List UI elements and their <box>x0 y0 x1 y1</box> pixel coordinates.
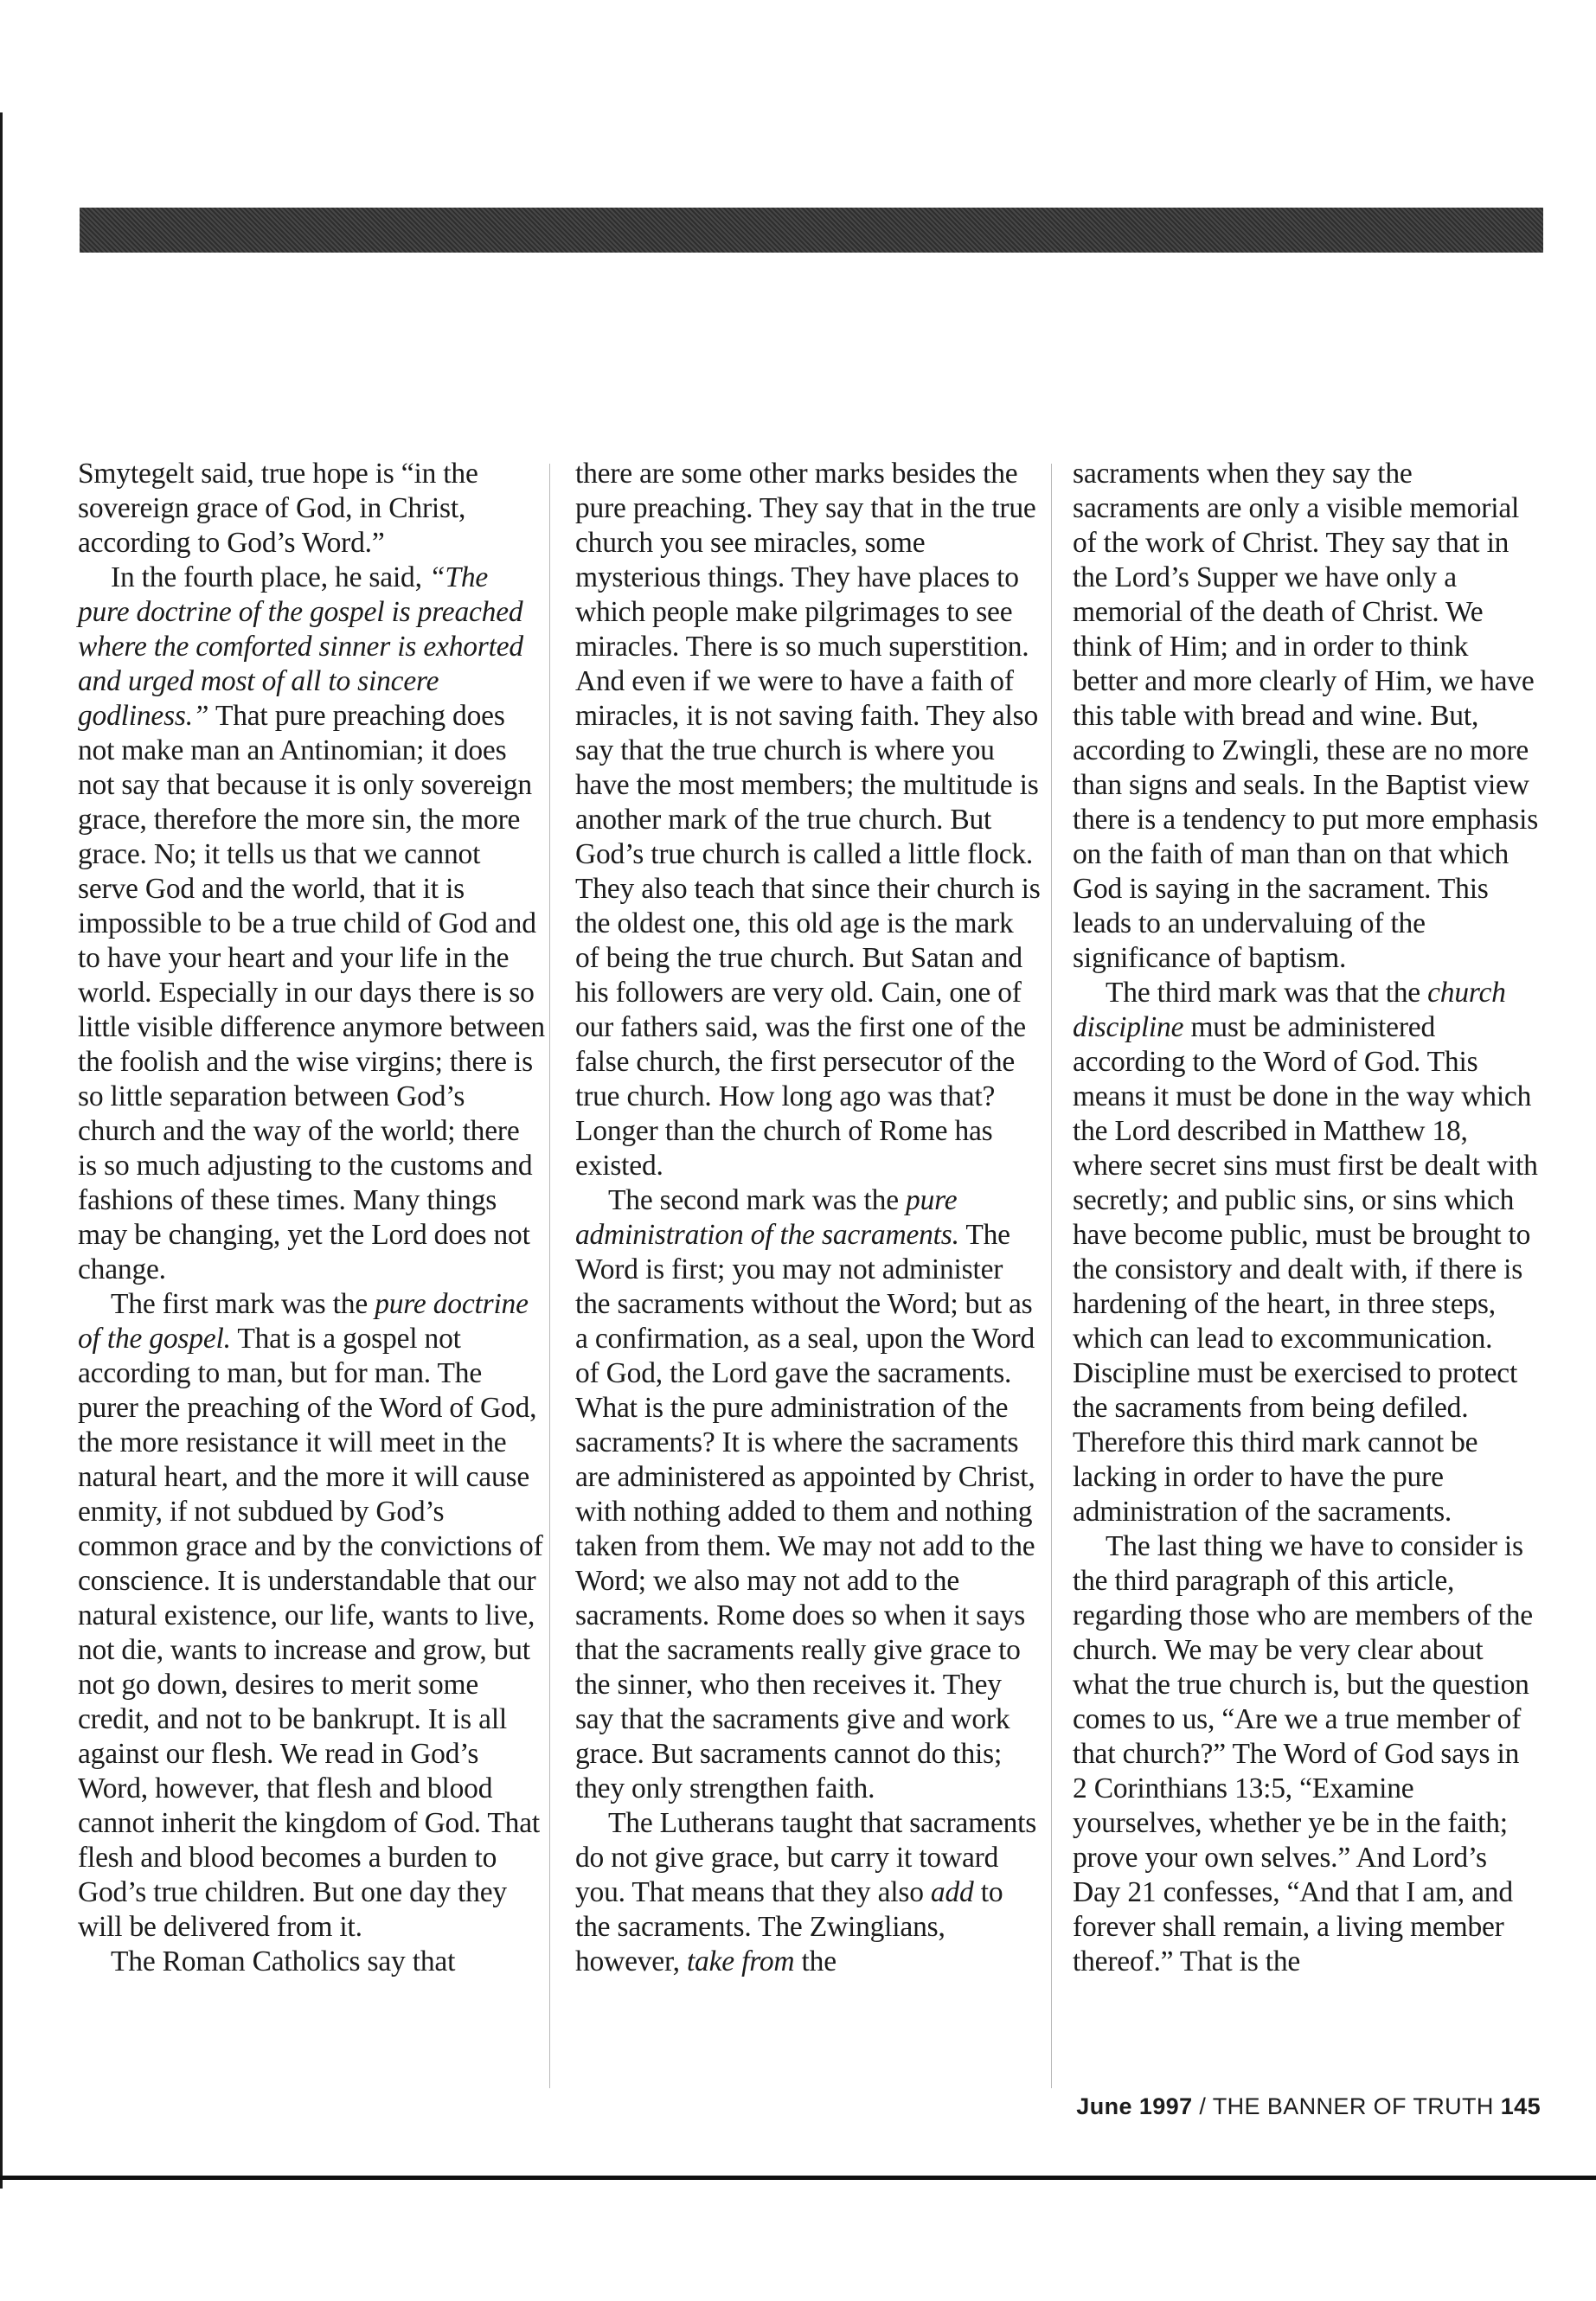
paragraph-text: The second mark was the <box>608 1184 907 1216</box>
paragraph-text: That pure preaching does not make man an Antinomian; it does not say that because it is only sovereign grace, therefore the more sin, the more grace. No; it tells us that we cannot serve God and the world, that it is impossible to be a true child of God and to have your heart and your life in the world. Especially in our days there is so little visible difference anymore between the foolish and the wise virgins; there is so little separation between God’s church and the way of the world; there is so much adjusting to the customs and fashions of these times. Many things may be changing, yet the Lord does not change. <box>78 700 545 1285</box>
article-paragraph <box>1073 976 1540 1529</box>
article-paragraph <box>575 1806 1042 1979</box>
emphasized-text: take from <box>686 1945 795 1977</box>
bottom-rule <box>0 2176 1596 2180</box>
footer-publication: THE BANNER OF TRUTH <box>1212 2093 1494 2119</box>
paragraph-text: That is a gospel not according to man, but for man. The purer the preaching of the Word of God, the more resistance it will meet in the natural heart, and the more it will cause enmity, if not subdued by God’s common grace and by the convictions of conscience. It is understandable that our natural existence, our life, wants to live, not die, wants to increase and grow, but not go down, desires to merit some credit, and not to be bankrupt. It is all against our flesh. We read in God’s Word, however, that flesh and blood cannot inherit the kingdom of God. That flesh and blood becomes a burden to God’s true children. But one day they will be delivered from it. <box>78 1323 543 1943</box>
article-column-1 <box>78 457 545 1979</box>
page-footer <box>1076 2093 1541 2120</box>
article-paragraph <box>78 1287 545 1945</box>
left-page-edge <box>0 112 3 2189</box>
article-paragraph <box>1073 1529 1540 1979</box>
paragraph-text: sacraments when they say the sacraments are only a visible memorial of the work of Christ. They say that in the Lord’s Supper we have only a memorial of the death of Christ. We think of Him; and in order to think better and more clearly of Him, we have this table with bread and wine. But, according to Zwingli, these are no more than signs and seals. In the Baptist view there is a tendency to put more emphasis on the faith of man than on that which God is saying in the sacrament. This leads to an undervaluing of the significance of baptism. <box>1073 458 1539 974</box>
emphasized-text: pure administration of the sacraments. <box>575 1184 959 1251</box>
paragraph-text: The last thing we have to consider is the third paragraph of this article, regarding those who are members of the church. We may be very clear about what the true church is, but the question comes to us, “Are we a true member of that church?” The Word of God says in 2 Corinthians 13:5, “Examine yourselves, whether ye be in the faith; prove your own selves.” And Lord’s Day 21 confesses, “And that I am, and forever shall remain, a living member thereof.” That is the <box>1073 1530 1533 1977</box>
paragraph-text: The first mark was the <box>111 1288 375 1320</box>
article-paragraph <box>1073 457 1540 976</box>
footer-date: June 1997 <box>1076 2093 1193 2119</box>
article-paragraph <box>575 457 1042 1183</box>
footer-page-number: 145 <box>1500 2093 1541 2119</box>
paragraph-text: The third mark was that the <box>1106 977 1428 1009</box>
paragraph-text: The Lutherans taught that sacraments do not give grace, but carry it toward you. That means that they also <box>575 1807 1037 1908</box>
header-banner-bar <box>80 208 1543 253</box>
paragraph-text: to the sacraments. The Zwinglians, however, <box>575 1876 1003 1977</box>
paragraph-text: The Word is first; you may not administer the sacraments without the Word; but as a confirmation, as a seal, upon the Word of God, the Lord gave the sacraments. What is the pure administration of the sacraments? It is where the sacraments are administered as appointed by Christ, with nothing added to them and nothing taken from them. We may not add to the Word; we also may not add to the sacraments. Rome does so when it says that the sacraments really give grace to the sinner, who then receives it. They say that the sacraments give and work grace. But sacraments cannot do this; they only strengthen faith. <box>575 1219 1035 1804</box>
article-column-2 <box>575 457 1042 1979</box>
article-paragraph <box>78 1945 545 1979</box>
article-column-3 <box>1073 457 1540 1979</box>
column-divider <box>549 464 550 2088</box>
paragraph-text: there are some other marks besides the pure preaching. They say that in the true church you see miracles, some mysterious things. They have places to which people make pilgrimages to see miracles. There is so much superstition. And even if we were to have a faith of miracles, it is not saving faith. They also say that the true church is where you have the most members; the multitude is another mark of the true church. But God’s true church is called a little flock. They also teach that since their church is the oldest one, this old age is the mark of being the true church. But Satan and his followers are very old. Cain, one of our fathers said, was the first one of the false church, the first persecutor of the true church. How long ago was that? Longer than the church of Rome has existed. <box>575 458 1041 1182</box>
footer-separator: / <box>1199 2093 1207 2119</box>
paragraph-text: In the fourth place, he said, <box>111 561 429 593</box>
paragraph-text: must be administered according to the Word of God. This means it must be done in the way which the Lord described in Matthew 18, where secret sins must first be dealt with secretly; and public sins, or sins which have become public, must be brought to the consistory and dealt with, if there is hardening of the heart, in three steps, which can lead to excommunication. Discipline must be exercised to protect the sacraments from being defiled. Therefore this third mark cannot be lacking in order to have the pure administration of the sacraments. <box>1073 1011 1538 1528</box>
paragraph-text: The Roman Catholics say that <box>111 1945 456 1977</box>
paragraph-text: the <box>794 1945 836 1977</box>
emphasized-text: pure doctrine of the gospel. <box>78 1288 529 1355</box>
column-divider <box>1051 464 1052 2088</box>
paragraph-text: Smytegelt said, true hope is “in the sovereign grace of God, in Christ, according to God’s Word.” <box>78 458 478 559</box>
article-paragraph <box>78 561 545 1287</box>
emphasized-text: “The pure doctrine of the gospel is preached where the comforted sinner is exhorted and urged most of all to sincere godliness.” <box>78 561 523 732</box>
article-paragraph <box>78 457 545 561</box>
article-paragraph <box>575 1183 1042 1806</box>
emphasized-text: add <box>930 1876 974 1908</box>
emphasized-text: church discipline <box>1073 977 1506 1043</box>
